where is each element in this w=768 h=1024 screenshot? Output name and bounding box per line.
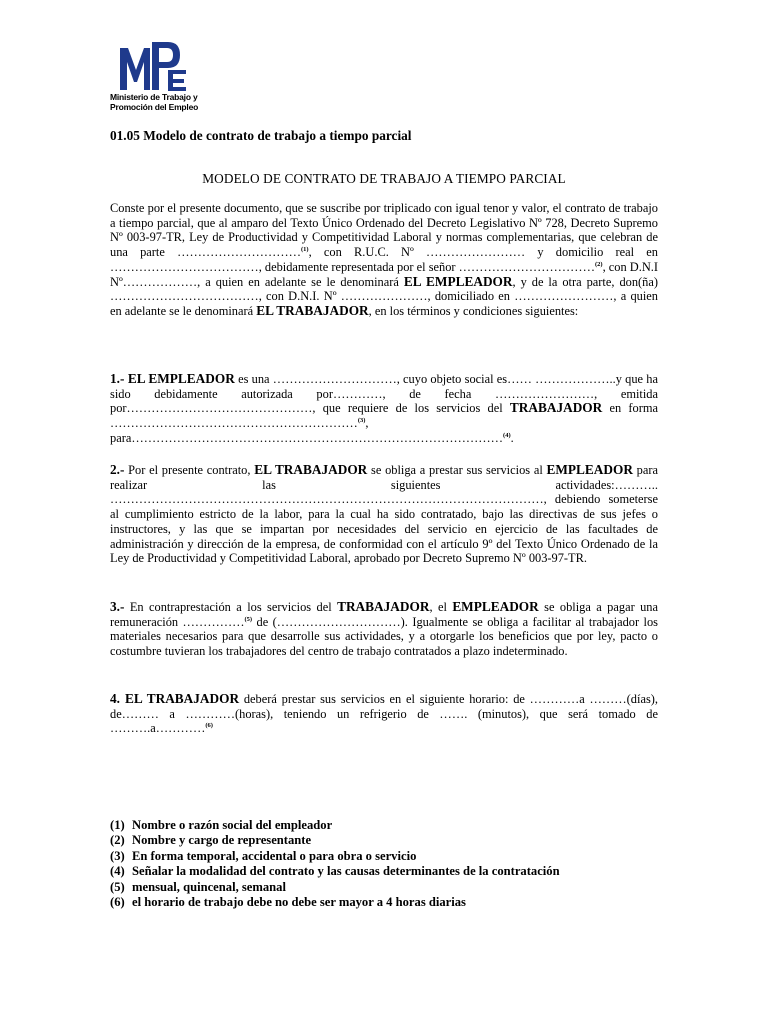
footnote-item: (4) Señalar la modalidad del contrato y las causas determinantes de la contratación <box>110 864 560 879</box>
footnote-item: (3) En forma temporal, accidental o para obra o servicio <box>110 848 417 863</box>
footnote-item: (5) mensual, quincenal, semanal <box>110 879 286 894</box>
footnote-item: (6) el horario de trabajo debe no debe ser mayor a 4 horas diarias <box>110 895 466 910</box>
clause-1: 1.- EL EMPLEADOR es una …………………………, cuyo objeto social es…… ………………..y que ha sido debidamente autorizada por…………, de fecha ……………………, emitida por………………………………………, que requiere de los servicios del TRABAJADOR en forma ……………………………………………………$^{(3)}$, para………………………………………………………………………………$^{(4)}$. <box>110 371 659 445</box>
clause-number: 2.- <box>110 462 125 477</box>
clause-number: 3.- <box>110 599 125 614</box>
document-title: MODELO DE CONTRATO DE TRABAJO A TIEMPO PARCIAL <box>202 171 566 186</box>
trabajador-term: EL TRABAJADOR <box>256 302 369 318</box>
empleador-term: EL EMPLEADOR <box>403 273 513 289</box>
footnote-item: (2) Nombre y cargo de representante <box>110 833 312 848</box>
intro-paragraph: Conste por el presente documento, que se suscribe por triplicado con igual tenor y valor, el contrato de trabajo a tiempo parcial, que al amparo del Texto Único Ordenado del Decreto Legislativo Nº 728, Decreto Supremo Nº 003-97-TR, Ley de Productividad y Competitividad Laboral y normas complementarias, que celebran de una parte …………………………$^{(1)}$, con R.U.C. Nº …………………… y domicilio real en ………………………………, debidamente representada por el señor ……………………………$^{(2)}$, con D.N.I Nº………………, a quien en adelante se le denominará EL EMPLEADOR, y de la otra parte, don(ña) ………………………………, con D.N.I. Nº …………………, domiciliado en ……………………, a quien en adelante se le denominará EL TRABAJADOR, en los términos y condiciones siguientes: <box>110 201 659 318</box>
clause-number: 4. <box>110 691 125 706</box>
clause-4: 4. EL TRABAJADOR deberá prestar sus servicios en el siguiente horario: de …………a ………(días), de……… a …………(horas), teniendo un refrigerio de ……. (minutos), que será tomado de ……….a…………$^{(6)}$ <box>110 691 658 736</box>
footnote-item: (1) Nombre o razón social del empleador <box>110 818 333 832</box>
clause-3: 3.- En contraprestación a los servicios del TRABAJADOR, el EMPLEADOR se obliga a pagar una remuneración ……………$^{(5)}$ de (…………………………). Igualmente se obliga a facilitar al trabajador los materiales necesarios para que desarrolle sus actividades, y a otorgarle los beneficios que por ley, pacto o costumbre tuvieran los trabajadores del centro de trabajo contratados a plazo indeterminado. <box>110 599 659 659</box>
clause-2: 2.- Por el presente contrato, EL TRABAJADOR se obliga a prestar sus servicios al EMPLEADOR para realizar las siguientes actividades:……….. ……………………………………………………………………………………………, debiendo someterse al cumplimiento estricto de la labor, para la cual ha sido contratado, bajo las directivas de sus jefes o instructores, y las que se impartan por necesidades del servicio en ejercicio de las facultades de administración y dirección de la empresa, de conformidad con el artículo 9º del Texto Único Ordenado de la Ley de Productividad y Competitividad Laboral, aprobado por Decreto Supremo Nº 003-97-TR. <box>110 462 658 566</box>
ministry-logo <box>110 40 220 120</box>
section-title: 01.05 Modelo de contrato de trabajo a tiempo parcial <box>110 128 412 143</box>
ministry-name <box>110 92 240 112</box>
footnotes-list <box>110 818 670 910</box>
clause-number: 1.- <box>110 371 128 386</box>
ministry-name-line1: Ministerio de Trabajo y <box>110 92 198 102</box>
ministry-name-line2: Promoción del Empleo <box>110 102 199 112</box>
mpe-logo-icon <box>118 40 188 92</box>
